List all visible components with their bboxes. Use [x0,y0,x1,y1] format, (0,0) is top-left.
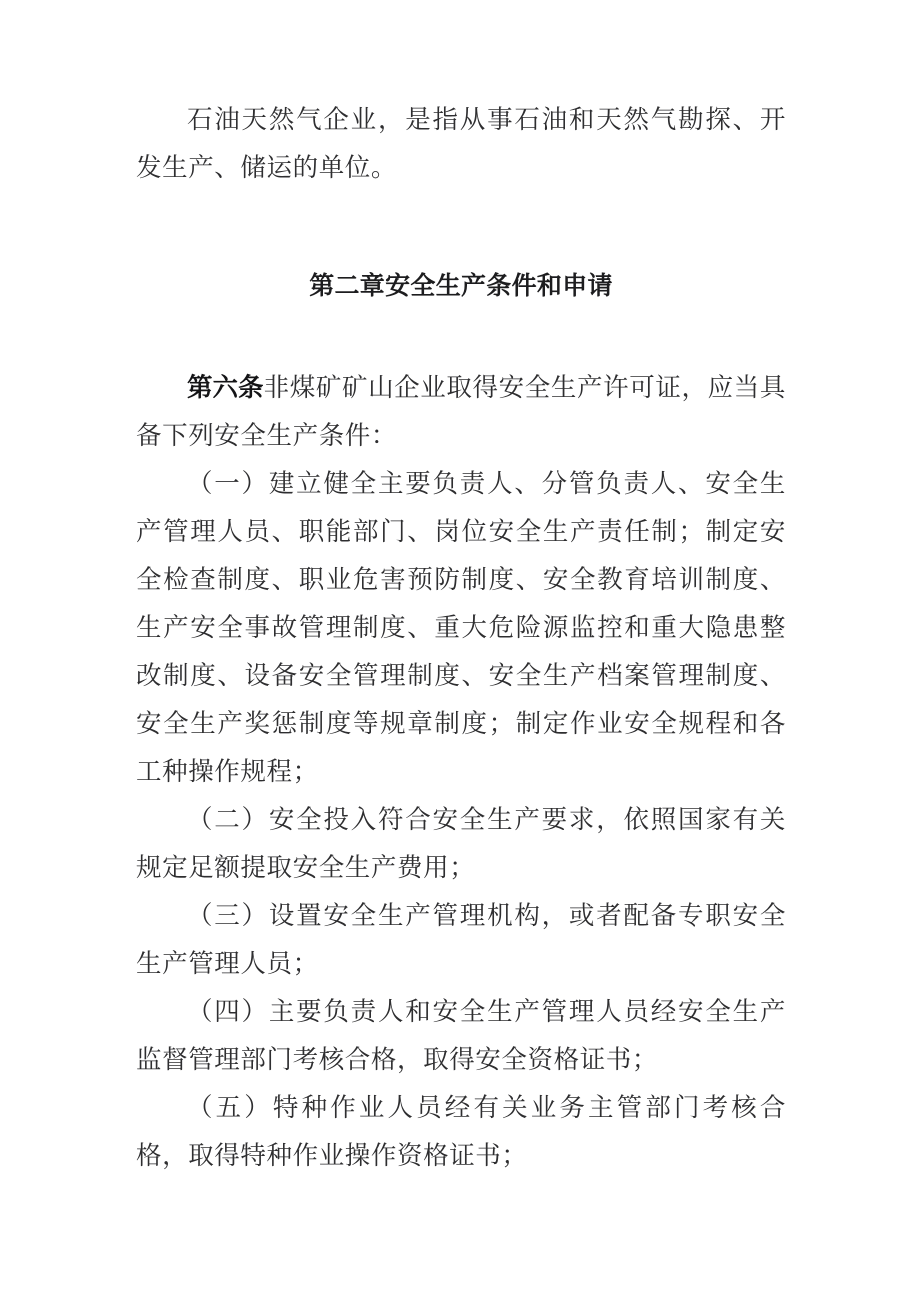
list-item-3: （三）设置安全生产管理机构，或者配备专职安全生产管理人员； [136,901,786,979]
intro-paragraph: 石油天然气企业，是指从事石油和天然气勘探、开发生产、储运的单位。 [136,105,786,183]
spacer-intro-heading [136,192,786,266]
list-item-5: （五）特种作业人员经有关业务主管部门考核合格，取得特种作业操作资格证书； [136,1093,786,1171]
list-item-1: （一）建立健全主要负责人、分管负责人、安全生产管理人员、职能部门、岗位安全生产责任制；制定安全检查制度、职业危害预防制度、安全教育培训制度、生产安全事故管理制度、重大危险源监控和重大隐患整改制度、设备安全管理制度、安全生产档案管理制度、安全生产奖惩制度等规章制度；制定作业安全规程和各工种操作规程； [136,469,786,787]
list-item-2: （二）安全投入符合安全生产要求，依照国家有关规定足额提取安全生产费用； [136,805,786,883]
document-content [136,96,786,1180]
article-number-label: 第六条 [187,374,264,402]
chapter-heading: 第二章安全生产条件和申请 [309,272,613,300]
article-lead-paragraph [136,364,786,460]
article-lead-text: 非煤矿矿山企业取得安全生产许可证，应当具备下列安全生产条件： [136,373,786,451]
list-item-4: （四）主要负责人和安全生产管理人员经安全生产监督管理部门考核合格，取得安全资格证书； [136,997,786,1075]
spacer-heading-article [136,306,786,364]
